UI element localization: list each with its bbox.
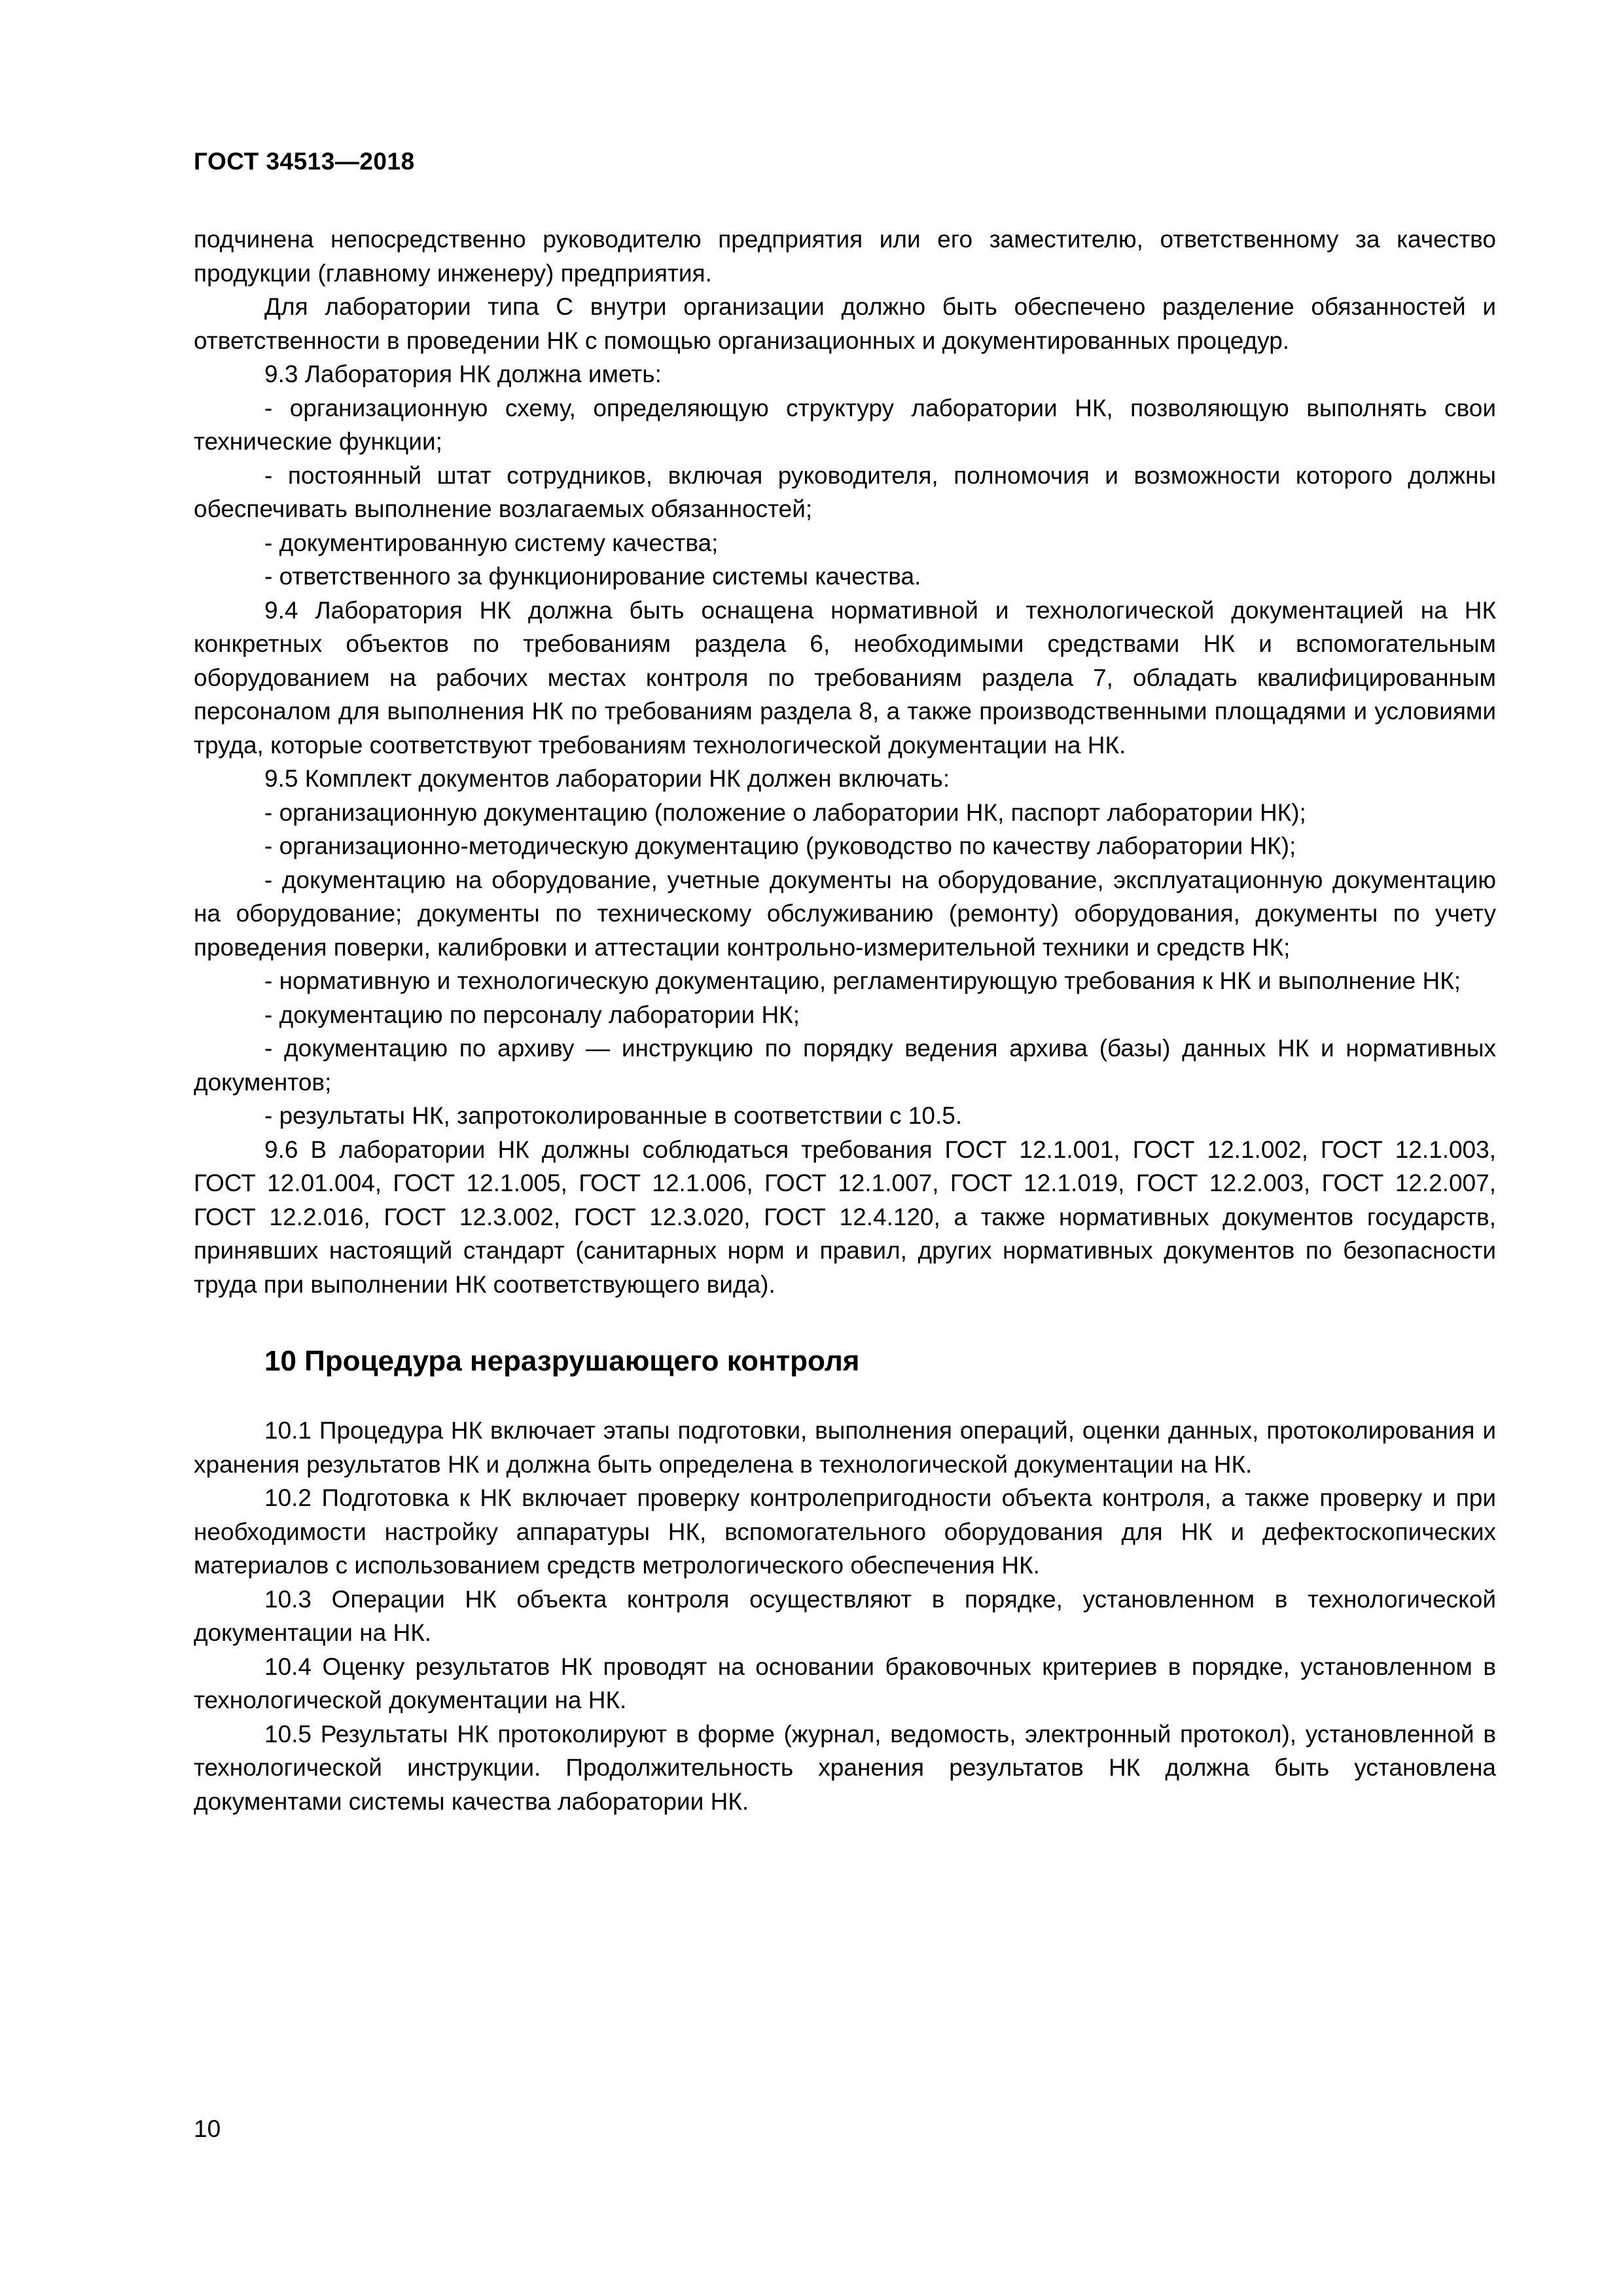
section-title: 10 Процедура неразрушающего контроля <box>264 1345 860 1377</box>
clause-10-5: 10.5 Результаты НК протоколируют в форме (журнал, ведомость, электронный протокол), установленной в технологической инструкции. Продолжительность хранения результатов НК должна быть установлена документами системы качества лаборатории НК. <box>194 1720 1496 1815</box>
list-item: - организационно-методическую документацию (руководство по качеству лаборатории НК); <box>264 833 1296 859</box>
list-item: - организационную схему, определяющую структуру лаборатории НК, позволяющую выполнять свои технические функции; <box>194 394 1496 455</box>
clause-9-6: 9.6 В лаборатории НК должны соблюдаться требования ГОСТ 12.1.001, ГОСТ 12.1.002, ГОСТ 12.1.003, ГОСТ 12.01.004, ГОСТ 12.1.005, ГОСТ 12.1.006, ГОСТ 12.1.007, ГОСТ 12.1.019, ГОСТ 12.2.003, ГОСТ 12.2.007, ГОСТ 12.2.016, ГОСТ 12.3.002, ГОСТ 12.3.020, ГОСТ 12.4.120, а также нормативных документов государств, принявших настоящий стандарт (санитарных норм и правил, других нормативных документов по безопасности труда при выполнении НК соответствующего вида). <box>194 1136 1496 1298</box>
clause-9-3: 9.3 Лаборатория НК должна иметь: <box>264 361 662 387</box>
document-header: ГОСТ 34513—2018 <box>194 148 415 175</box>
list-item: - документированную систему качества; <box>264 529 719 556</box>
clause-10-2: 10.2 Подготовка к НК включает проверку контролепригодности объекта контроля, а также проверку и при необходимости настройку аппаратуры НК, вспомогательного оборудования для НК и дефектоскопических материалов с использованием средств метрологического обеспечения НК. <box>194 1484 1496 1579</box>
page-number: 10 <box>194 2115 221 2142</box>
list-item: - организационную документацию (положение о лаборатории НК, паспорт лаборатории НК); <box>264 798 1306 826</box>
list-item: - документацию по архиву — инструкцию по порядку ведения архива (базы) данных НК и нормативных документов; <box>194 1035 1496 1096</box>
clause-10-1: 10.1 Процедура НК включает этапы подготовки, выполнения операций, оценки данных, протоколирования и хранения результатов НК и должна быть определена в технологической документации на НК. <box>194 1417 1496 1478</box>
paragraph: подчинена непосредственно руководителю предприятия или его заместителю, ответственному за качество продукции (главному инженеру) предприятия. <box>194 226 1496 287</box>
clause-10-3: 10.3 Операции НК объекта контроля осуществляют в порядке, установленном в технологической документации на НК. <box>194 1585 1496 1646</box>
list-item: - постоянный штат сотрудников, включая руководителя, полномочия и возможности которого должны обеспечивать выполнение возлагаемых обязанностей; <box>194 461 1496 522</box>
document-body <box>194 223 1496 1818</box>
paragraph: Для лаборатории типа С внутри организации должно быть обеспечено разделение обязанностей и ответственности в проведении НК с помощью организационных и документированных процедур. <box>194 293 1496 354</box>
list-item: - нормативную и технологическую документацию, регламентирующую требования к НК и выполнение НК; <box>264 967 1461 994</box>
list-item: - документацию на оборудование, учетные документы на оборудование, эксплуатационную документацию на оборудование; документы по техническому обслуживанию (ремонту) оборудования, документы по учету проведения поверки, калибровки и аттестации контрольно-измерительной техники и средств НК; <box>194 866 1496 961</box>
clause-10-4: 10.4 Оценку результатов НК проводят на основании браковочных критериев в порядке, установленном в технологической документации на НК. <box>194 1653 1496 1713</box>
list-item: - результаты НК, запротоколированные в соответствии с 10.5. <box>264 1102 963 1129</box>
clause-9-5: 9.5 Комплект документов лаборатории НК должен включать: <box>264 765 950 792</box>
list-item: - документацию по персоналу лаборатории НК; <box>264 1001 800 1028</box>
clause-9-4: 9.4 Лаборатория НК должна быть оснащена нормативной и технологической документацией на НК конкретных объектов по требованиям раздела 6, необходимыми средствами НК и вспомогательным оборудованием на рабочих местах контроля по требованиям раздела 7, обладать квалифицированным персоналом для выполнения НК по требованиям раздела 8, а также производственными площадями и условиями труда, которые соответствуют требованиям технологической документации на НК. <box>194 596 1496 759</box>
list-item: - ответственного за функционирование системы качества. <box>264 563 921 590</box>
